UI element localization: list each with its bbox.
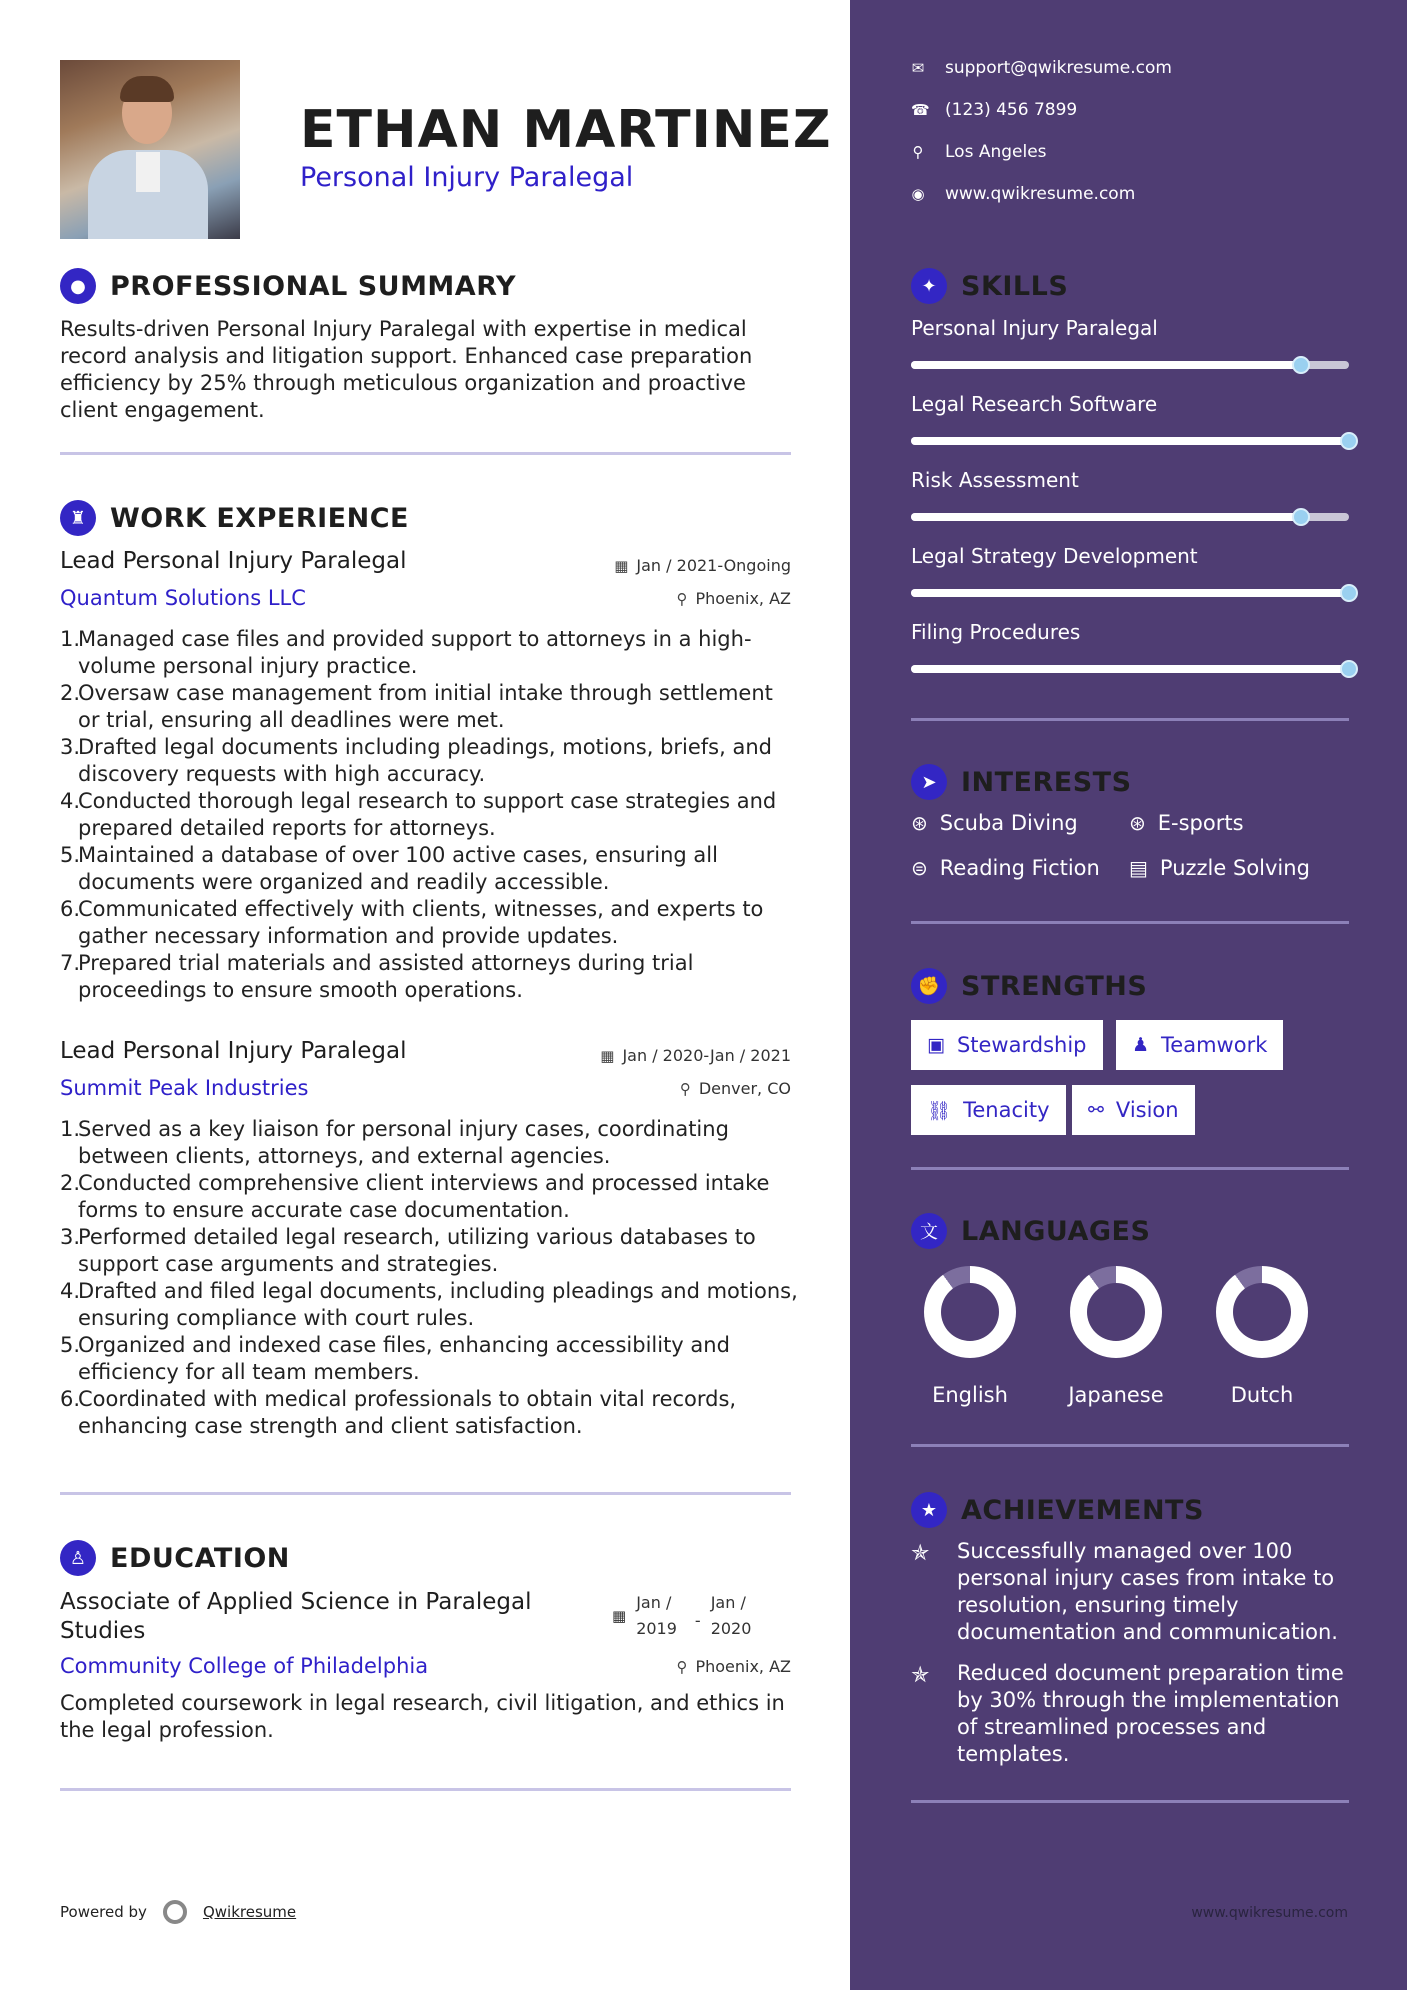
binoculars-icon: ⚯ xyxy=(1088,1099,1104,1121)
job-bullet: 5. Organized and indexed case files, enhancing accessibility and efficiency for all team members. xyxy=(60,1333,730,1384)
skill-level-knob xyxy=(1340,660,1358,678)
job-company: Quantum Solutions LLC xyxy=(60,586,306,610)
language-item: Japanese xyxy=(1056,1266,1176,1407)
language-proficiency-ring xyxy=(924,1266,1016,1358)
job-bullet: 7. Prepared trial materials and assisted attorneys during trial proceedings to ensure smooth operations. xyxy=(60,951,694,1002)
job-company: Summit Peak Industries xyxy=(60,1076,309,1100)
skill-level-fill xyxy=(911,361,1301,369)
fist-icon: ✊ xyxy=(911,968,947,1004)
education-heading: ♙ EDUCATION xyxy=(60,1540,290,1576)
contact-email[interactable]: ✉ support@qwikresume.com xyxy=(911,58,1172,78)
calendar-icon: ▦ xyxy=(612,1607,627,1625)
job-date: ▦ Jan / 2021-Ongoing xyxy=(614,556,791,575)
life-ring-icon: ⊛ xyxy=(1129,811,1146,835)
qwikresume-link[interactable]: Qwikresume xyxy=(202,1903,297,1921)
bullet-number: 3. xyxy=(60,1225,81,1249)
bullet-number: 6. xyxy=(60,1387,81,1411)
job-location: ⚲ Denver, CO xyxy=(679,1079,791,1098)
sidebar-divider xyxy=(911,718,1349,721)
calendar-icon: ▦ xyxy=(600,1046,615,1065)
divider xyxy=(60,1492,791,1495)
briefcase-icon: ▣ xyxy=(927,1034,945,1056)
sidebar-divider xyxy=(911,1167,1349,1170)
qwikresume-logo-icon xyxy=(163,1900,187,1924)
achievement-item: ✯ Successfully managed over 100 personal injury cases from intake to resolution, ensuring timely documentation and communication. xyxy=(911,1539,1338,1644)
job-bullet: 3. Performed detailed legal research, utilizing various databases to support case arguments and strategies. xyxy=(60,1225,756,1276)
sidebar-divider xyxy=(911,1800,1349,1803)
language-item: Dutch xyxy=(1202,1266,1322,1407)
skill-level-bar xyxy=(911,589,1349,597)
interest-item: ⊛ E-sports xyxy=(1129,811,1244,835)
user-icon: ● xyxy=(60,268,96,304)
lightbulb-icon: ✦ xyxy=(911,268,947,304)
skill-label: Risk Assessment xyxy=(911,468,1079,492)
skill-level-knob xyxy=(1292,508,1310,526)
strength-chip: ⛓ Tenacity xyxy=(911,1085,1066,1135)
achievement-item: ✯ Reduced document preparation time by 30% through the implementation of streamlined processes and templates. xyxy=(911,1661,1344,1766)
job-bullet: 4. Conducted thorough legal research to support case strategies and prepared detailed reports for attorneys. xyxy=(60,789,777,840)
school-location: ⚲ Phoenix, AZ xyxy=(676,1657,791,1676)
skill-label: Legal Research Software xyxy=(911,392,1158,416)
skill-level-fill xyxy=(911,665,1349,673)
job-bullet: 6. Coordinated with medical professionals to obtain vital records, enhancing case strength and client satisfaction. xyxy=(60,1387,737,1438)
achievements-heading: ★ ACHIEVEMENTS xyxy=(911,1492,1204,1528)
location-pin-icon: ⚲ xyxy=(912,143,924,161)
summary-text: Results-driven Personal Injury Paralegal with expertise in medical record analysis and litigation support. Enhanced case preparation efficiency by 25% through meticulous organization and proactive client engagement. xyxy=(60,317,753,422)
languages-heading: 文 LANGUAGES xyxy=(911,1213,1150,1249)
sidebar-divider xyxy=(911,1444,1349,1447)
strength-chip: ⚯ Vision xyxy=(1072,1085,1195,1135)
contact-phone[interactable]: ☎ (123) 456 7899 xyxy=(911,100,1078,120)
job-bullet: 2. Conducted comprehensive client interviews and processed intake forms to ensure accurate case documentation. xyxy=(60,1171,770,1222)
sidebar-divider xyxy=(911,921,1349,924)
job-bullet: 1. Managed case files and provided support to attorneys in a high-volume personal injury practice. xyxy=(60,627,752,678)
footer-site-link[interactable]: www.qwikresume.com xyxy=(1191,1905,1348,1921)
skill-level-knob xyxy=(1340,584,1358,602)
skill-level-fill xyxy=(911,589,1349,597)
bullet-number: 4. xyxy=(60,1279,81,1303)
globe-icon: ◉ xyxy=(911,185,925,203)
skill-level-bar xyxy=(911,665,1349,673)
bullet-number: 5. xyxy=(60,1333,81,1357)
language-proficiency-ring xyxy=(1216,1266,1308,1358)
skill-level-knob xyxy=(1340,432,1358,450)
job-date: ▦ Jan / 2020-Jan / 2021 xyxy=(600,1046,791,1065)
summary-heading: ● PROFESSIONAL SUMMARY xyxy=(60,268,516,304)
life-ring-icon: ⊛ xyxy=(911,811,928,835)
divider xyxy=(60,1788,791,1791)
job-bullet: 6. Communicated effectively with clients, witnesses, and experts to gather necessary information and provide updates. xyxy=(60,897,764,948)
bullet-number: 2. xyxy=(60,681,81,705)
pin-icon: ⚲ xyxy=(679,1079,691,1098)
shooting-star-icon: ✯ xyxy=(911,1663,930,1688)
job-bullet: 1. Served as a key liaison for personal injury cases, coordinating between clients, attorneys, and external agencies. xyxy=(60,1117,729,1168)
translate-icon: 文 xyxy=(911,1213,947,1249)
language-item: English xyxy=(910,1266,1030,1407)
job-bullet: 4. Drafted and filed legal documents, including pleadings and motions, ensuring compliance with court rules. xyxy=(60,1279,798,1330)
job-role: Lead Personal Injury Paralegal xyxy=(60,548,407,574)
language-proficiency-ring xyxy=(1070,1266,1162,1358)
profile-photo xyxy=(60,60,240,239)
skill-level-bar xyxy=(911,361,1349,369)
contact-location: ⚲ Los Angeles xyxy=(912,142,1047,162)
education-text: Completed coursework in legal research, civil litigation, and ethics in the legal profession. xyxy=(60,1691,785,1742)
skill-label: Personal Injury Paralegal xyxy=(911,316,1158,340)
users-icon: ♟ xyxy=(1132,1034,1150,1056)
interests-heading: ➤ INTERESTS xyxy=(911,764,1132,800)
graduate-icon: ♙ xyxy=(60,1540,96,1576)
star-badge-icon: ★ xyxy=(911,1492,947,1528)
job-bullet-list xyxy=(60,626,800,1004)
candidate-title: Personal Injury Paralegal xyxy=(300,162,634,193)
skill-label: Legal Strategy Development xyxy=(911,544,1198,568)
skills-heading: ✦ SKILLS xyxy=(911,268,1068,304)
paper-plane-icon: ➤ xyxy=(911,764,947,800)
briefcase-chair-icon: ♜ xyxy=(60,500,96,536)
phone-icon: ☎ xyxy=(911,101,930,119)
job-bullet: 5. Maintained a database of over 100 active cases, ensuring all documents were organized and readily accessible. xyxy=(60,843,718,894)
bullet-number: 4. xyxy=(60,789,81,813)
link-icon: ⛓ xyxy=(927,1099,952,1122)
pin-icon: ⚲ xyxy=(676,589,688,608)
bullet-number: 6. xyxy=(60,897,81,921)
interest-item: ▤ Puzzle Solving xyxy=(1129,856,1310,880)
shooting-star-icon: ✯ xyxy=(911,1541,930,1566)
strengths-heading: ✊ STRENGTHS xyxy=(911,968,1147,1004)
job-bullet-list xyxy=(60,1116,800,1440)
skill-label: Filing Procedures xyxy=(911,620,1081,644)
job-role: Lead Personal Injury Paralegal xyxy=(60,1038,407,1064)
bullet-number: 2. xyxy=(60,1171,81,1195)
job-bullet: 2. Oversaw case management from initial intake through settlement or trial, ensuring all deadlines were met. xyxy=(60,681,773,732)
strength-chip: ▣ Stewardship xyxy=(911,1020,1103,1070)
candidate-name: ETHAN MARTINEZ xyxy=(300,100,832,160)
job-location: ⚲ Phoenix, AZ xyxy=(676,589,791,608)
skill-level-knob xyxy=(1292,356,1310,374)
bullet-number: 5. xyxy=(60,843,81,867)
skill-level-fill xyxy=(911,513,1301,521)
footer-powered: Powered by Qwikresume xyxy=(60,1900,296,1924)
bullet-number: 7. xyxy=(60,951,81,975)
calendar-icon: ▦ xyxy=(614,556,629,575)
degree-title: Associate of Applied Science in Paralegal Studies xyxy=(60,1589,532,1644)
interest-item: ⊛ Scuba Diving xyxy=(911,811,1078,835)
job-bullet: 3. Drafted legal documents including pleadings, motions, briefs, and discovery requests with high accuracy. xyxy=(60,735,772,786)
skill-level-fill xyxy=(911,437,1349,445)
strength-chip: ♟ Teamwork xyxy=(1116,1020,1283,1070)
bullet-number: 1. xyxy=(60,627,81,651)
divider xyxy=(60,452,791,455)
bullet-number: 1. xyxy=(60,1117,81,1141)
envelope-icon: ✉ xyxy=(911,59,925,77)
interest-item: ⊜ Reading Fiction xyxy=(911,856,1100,880)
contact-website[interactable]: ◉ www.qwikresume.com xyxy=(911,184,1136,204)
skill-level-bar xyxy=(911,437,1349,445)
school-name: Community College of Philadelphia xyxy=(60,1654,429,1678)
pin-icon: ⚲ xyxy=(676,1657,688,1676)
gamepad-icon: ⊜ xyxy=(911,856,928,880)
skill-level-bar xyxy=(911,513,1349,521)
education-dates: ▦ Jan / 2019 - Jan / 2020 xyxy=(612,1593,752,1638)
work-heading: ♜ WORK EXPERIENCE xyxy=(60,500,409,536)
bullet-number: 3. xyxy=(60,735,81,759)
book-icon: ▤ xyxy=(1129,856,1148,880)
